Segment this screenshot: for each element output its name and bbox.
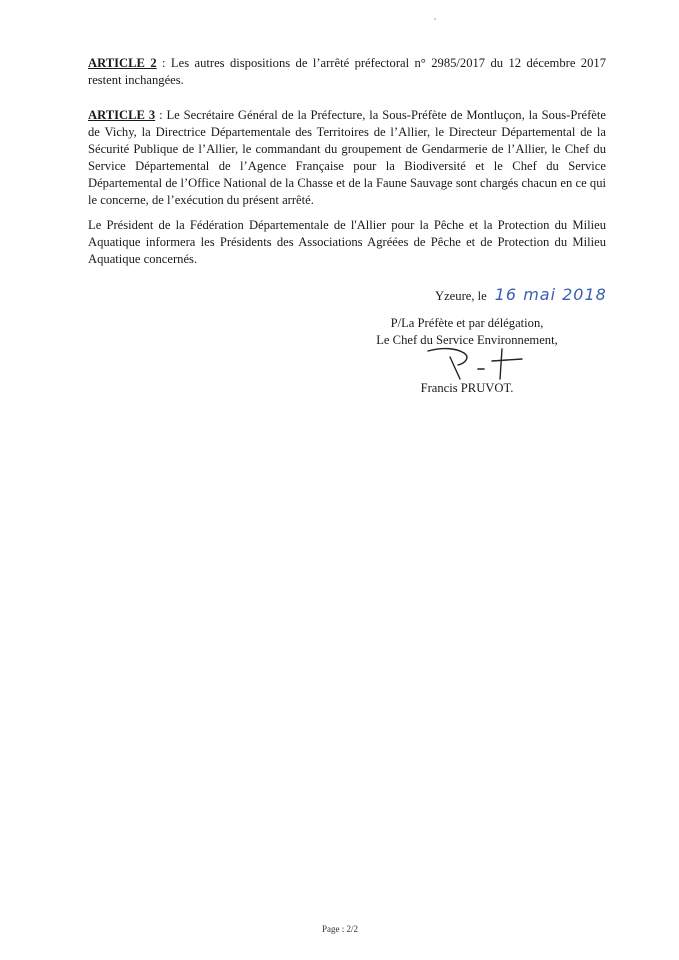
handwritten-date: 16 mai 2018 bbox=[494, 285, 607, 304]
page-number: Page : 2/2 bbox=[322, 924, 358, 934]
article-3-paragraph bbox=[88, 107, 606, 209]
signer-name: Francis PRUVOT. bbox=[420, 381, 514, 395]
article-2-label: ARTICLE 2 bbox=[88, 55, 157, 70]
signature-date-line bbox=[435, 286, 607, 305]
delegation-line-2: Le Chef du Service Environnement, bbox=[376, 333, 558, 347]
handwritten-signature bbox=[420, 345, 530, 381]
federation-notice-paragraph: Le Président de la Fédération Départementale de l'Allier pour la Pêche et la Protection du Milieu Aquatique informera les Présidents des Associations Agréées de Pêche et de Protection du Milieu Aquatique concernés. bbox=[88, 217, 606, 266]
signature-place: Yzeure, le bbox=[435, 289, 487, 303]
delegation-block bbox=[370, 315, 564, 349]
delegation-line-1: P/La Préfète et par délégation, bbox=[390, 316, 544, 330]
article-3-label: ARTICLE 3 bbox=[88, 107, 156, 122]
article-2-text: : Les autres dispositions de l’arrêté préfectoral n° 2985/2017 du 12 décembre 2017 restent inchangées. bbox=[88, 55, 606, 87]
article-2-paragraph bbox=[88, 55, 606, 89]
article-3-text: : Le Secrétaire Général de la Préfecture, la Sous-Préfète de Montluçon, la Sous-Préfète de Vichy, la Directrice Départementale des Territoires de l’Allier, le Directeur Départemental de la Sécurité Publique de l’Allier, le commandant du groupement de Gendarmerie de l’Allier, le Chef du Service Départemental de l’Agence Française pour la Biodiversité et le Chef du Service Départemental de l’Office National de la Chasse et de la Faune Sauvage sont chargés chacun en ce qui le concerne, de l’exécution du présent arrêté. bbox=[88, 107, 606, 207]
scan-speck bbox=[434, 18, 436, 20]
